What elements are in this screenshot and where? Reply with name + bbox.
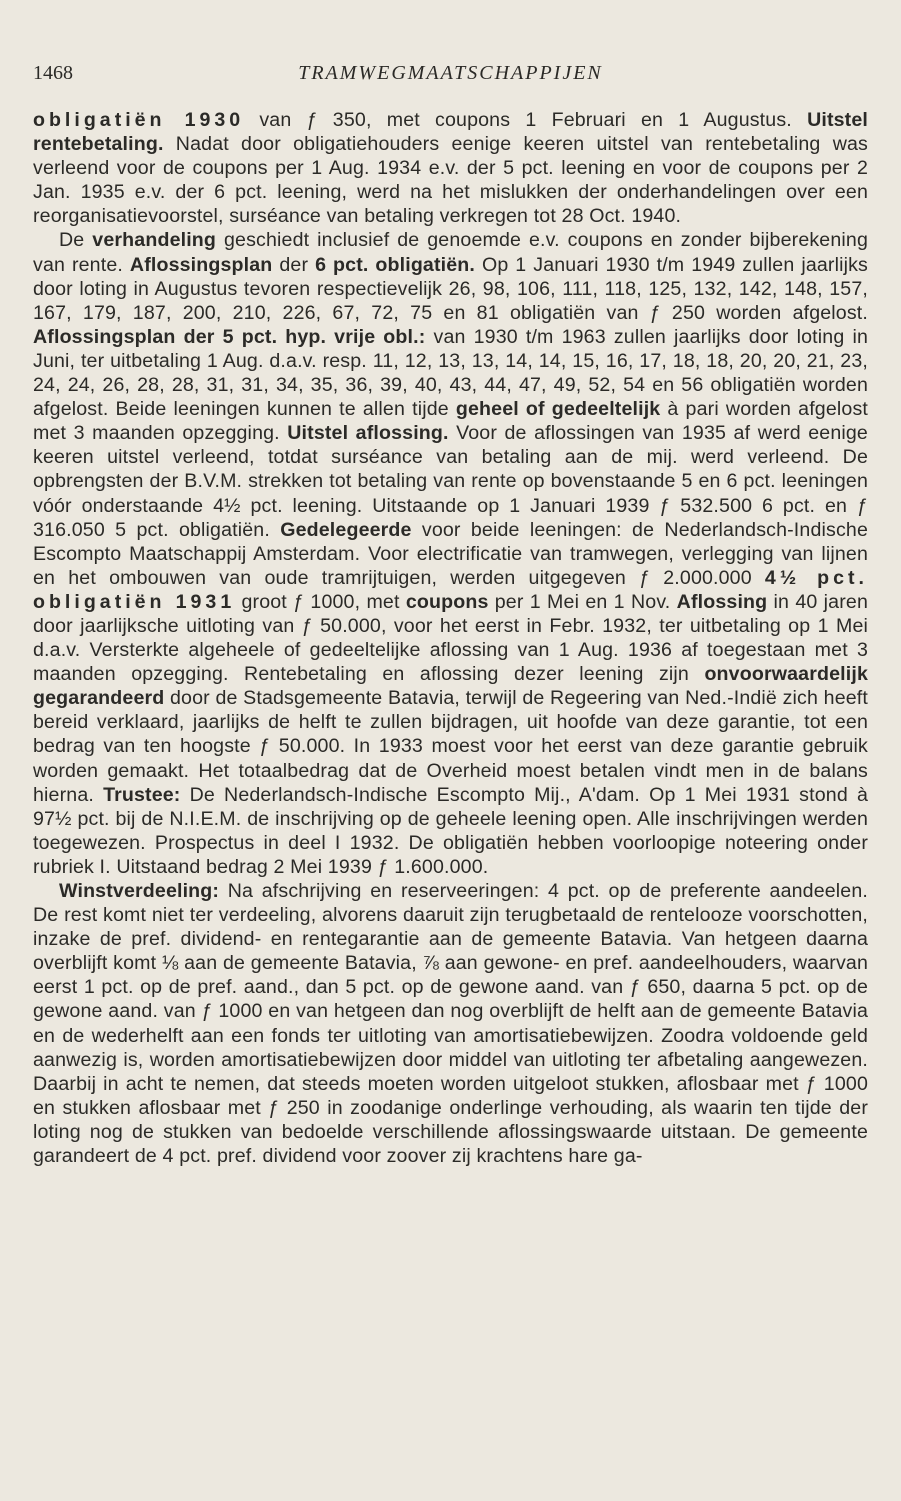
- text-run: der: [272, 253, 316, 276]
- text-run: van ƒ 350, met coupons 1 Februari en 1 Augustus.: [244, 109, 808, 131]
- bold-term: geheel of gedeeltelijk: [455, 398, 661, 421]
- text-run: à pari worden afgelost met 3 maanden opzegging.: [33, 398, 868, 445]
- text-run: De: [59, 229, 93, 252]
- running-title: TRAMWEGMAATSCHAPPIJEN: [298, 62, 603, 84]
- bold-term: Aflossingsplan der 5 pct. hyp. vrije obl.:: [33, 325, 426, 348]
- text-run: geschiedt inclusief de genoemde e.v. coupons en zonder bijberekening van rente.: [33, 229, 868, 276]
- paragraph-verhandeling-aflossing: [33, 228, 868, 879]
- bold-term: Uitstel rentebetaling.: [33, 109, 868, 156]
- text-run: De Nederlandsch-Indische Escompto Mij., A'dam. Op 1 Mei 1931 stond à 97½ pct. bij de N.I.E.M. de inschrijving op de geheele leening open. Alle inschrijvingen werden toegewezen. Prospectus in deel I 1932. De obligatiën hebben voorloopige noteering onder rubriek I. Uitstaand bedrag 2 Mei 1939 ƒ 1.600.000.: [33, 783, 869, 878]
- paragraph-obligaties-1930: [33, 108, 868, 228]
- bold-term: coupons: [405, 590, 489, 613]
- bold-term: Winstverdeeling:: [59, 880, 220, 902]
- bold-term: Uitstel aflossing.: [287, 422, 449, 445]
- bold-term: Aflossing: [676, 590, 768, 613]
- paragraph-winstverdeeling: [33, 879, 868, 1168]
- spaced-heading: 4½ pct. obligatiën 1931: [33, 566, 868, 613]
- text-run: Na afschrijving en reserveeringen: 4 pct. op de preferente aandeelen. De rest komt niet ter verdeeling, alvorens daaruit zijn terugbetaald de rentelooze voorschotten, inzake de pref. dividend- en rentegarantie aan de gemeente Batavia. Van hetgeen daarna overblijft komt ⅛ aan de gemeente Batavia, ⅞ aan gewone- en pref. aandeelhouders, waarvan eerst 1 pct. op de pref. aand., dan 5 pct. op de gewone aand. van ƒ 650, daarna 5 pct. op de gewone aand. van ƒ 1000 en van hetgeen dan nog overblijft de helft aan de gemeente Batavia en de wederhelft aan een fonds ter uitloting van amortisatiebewijzen. Zoodra voldoende geld aanwezig is, worden amortisatiebewijzen door middel van uitloting ter afbetaling aangewezen. Daarbij in acht te nemen, dat steeds moeten worden uitgeloot stukken, aflosbaar met ƒ 1000 en stukken aflosbaar met ƒ 250 in zoodanige onderlinge verhouding, als waarin ten tijde der loting nog de stukken van bedoelde verschillende aflossingswaarde uitstaan. De gemeente garandeert de 4 pct. pref. dividend voor zoover zij krachtens hare ga-: [33, 880, 868, 1168]
- bold-term: Aflossingsplan: [129, 253, 273, 276]
- spaced-heading: obligatiën 1930: [33, 109, 245, 131]
- bold-term: Gedelegeerde: [280, 518, 412, 541]
- text-run: in 40 jaren door jaarlijksche uitloting van ƒ 50.000, voor het eerst in Febr. 1932, ter uitbetaling op 1 Mei d.a.v. Versterkte algeheele of gedeeltelijke aflossing van 1 Aug. 1936 af toegestaan met 3 maanden opzegging. Rentebetaling en aflossing dezer leening zijn: [33, 590, 868, 686]
- text-run: voor beide leeningen: de Nederlandsch-Indische Escompto Maatschappij Amsterdam. Voor electrificatie van tramwegen, verlegging van lijnen en het ombouwen van oude tramrijtuigen, werden uitgegeven ƒ 2.000.000: [33, 518, 868, 589]
- text-run: per 1 Mei en 1 Nov.: [488, 590, 677, 613]
- bold-term: Trustee:: [103, 783, 181, 806]
- bold-term: onvoorwaardelijk gegarandeerd: [33, 663, 868, 710]
- text-run: van 1930 t/m 1963 zullen jaarlijks door loting in Juni, ter uitbetaling 1 Aug. d.a.v. resp. 11, 12, 13, 13, 14, 14, 15, 16, 17, 18, 18, 20, 20, 21, 23, 24, 24, 26, 28, 28, 31, 31, 34, 35, 36, 39, 40, 43, 44, 47, 49, 52, 54 en 56 obligatiën worden afgelost. Beide leeningen kunnen te allen tijde: [33, 325, 868, 421]
- text-run: groot ƒ 1000, met: [235, 590, 406, 613]
- bold-term: 6 pct. obligatiën.: [315, 253, 476, 276]
- running-header: [33, 62, 868, 92]
- bold-term: verhandeling: [92, 229, 217, 252]
- text-run: Op 1 Januari 1930 t/m 1949 zullen jaarlijks door loting in Augustus tevoren respectievelijk 26, 98, 106, 111, 118, 125, 132, 142, 148, 157, 167, 179, 187, 200, 210, 226, 67, 72, 75 en 81 obligatiën van ƒ 250 worden afgelost.: [33, 253, 868, 324]
- body-text: [33, 108, 868, 1168]
- page-number: 1468: [33, 62, 73, 84]
- text-run: door de Stadsgemeente Batavia, terwijl de Regeering van Ned.-Indië zich heeft bereid verklaard, jaarlijks de helft te zullen bijdragen, uit hoofde van deze garantie, tot een bedrag van ten hoogste ƒ 50.000. In 1933 moest voor het eerst van deze garantie gebruik worden gemaakt. Het totaalbedrag dat de Overheid moest betalen vindt men in de balans hierna.: [33, 687, 868, 806]
- text-run: Voor de aflossingen van 1935 af werd eenige keeren uitstel verleend, totdat surséance van betaling aan de mij. werd verleend. De opbrengsten der B.V.M. strekken tot betaling van rente op bovenstaande 5 en 6 pct. leeningen vóór onderstaande 4½ pct. leening. Uitstaande op 1 Januari 1939 ƒ 532.500 6 pct. en ƒ 316.050 5 pct. obligatiën.: [33, 422, 868, 541]
- text-run: Nadat door obligatiehouders eenige keeren uitstel van rentebetaling was verleend voor de coupons per 1 Aug. 1934 e.v. der 5 pct. leening en voor de coupons per 2 Jan. 1935 e.v. der 6 pct. leening, werd na het mislukken der onderhandelingen over een reorganisatievoorstel, surséance van betaling verkregen tot 28 Oct. 1940.: [33, 133, 868, 228]
